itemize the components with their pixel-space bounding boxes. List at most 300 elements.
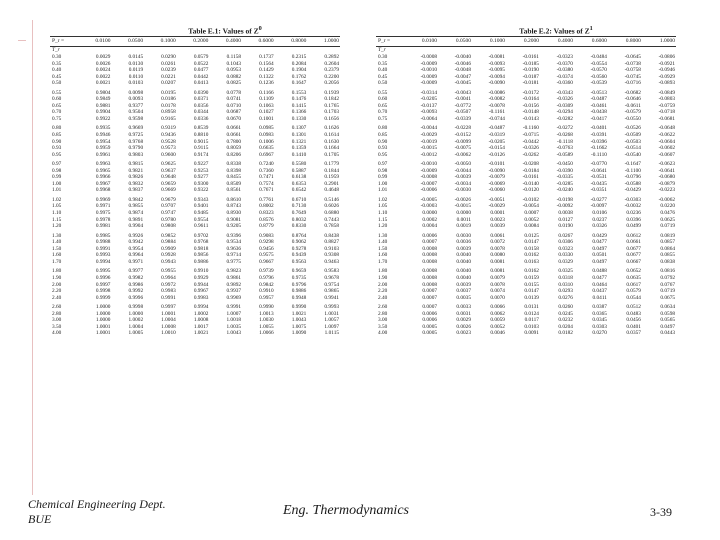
- e1-z-value: 0.9941: [324, 294, 339, 301]
- e1-tr-value: 1.10: [52, 210, 62, 217]
- e1-z-value: 0.6635: [259, 145, 274, 152]
- e1-tr-value: 0.95: [52, 151, 62, 158]
- e1-pr-value: 1.0000: [307, 37, 340, 47]
- e2-tr-label: T_r: [378, 47, 386, 54]
- e1-z-value: 0.7130: [291, 203, 307, 210]
- e2-z-value: -0.0401: [590, 125, 607, 132]
- e1-z-value: 0.9983: [193, 294, 209, 301]
- footer-course-title: Eng. Thermodynamics: [283, 503, 409, 518]
- e1-z-value: 0.9600: [161, 151, 176, 158]
- e2-z-value: 0.0037: [456, 288, 471, 295]
- e1-z-value: 0.0290: [161, 54, 176, 60]
- e2-tr-value: 1.70: [378, 258, 388, 265]
- e2-z-value: 0.0816: [660, 268, 675, 275]
- e2-z-value: -0.0081: [488, 54, 505, 60]
- e1-z-value: 0.0186: [161, 96, 176, 103]
- e2-z-value: 0.0000: [456, 210, 471, 217]
- e2-z-value: -0.0921: [658, 60, 675, 67]
- e2-z-value: 0.0306: [558, 239, 573, 246]
- e1-z-value: 0.0778: [226, 89, 242, 96]
- e2-z-value: -0.0010: [420, 161, 437, 168]
- e1-tr-label-row: [50, 47, 340, 55]
- e1-z-value: 0.9996: [128, 294, 144, 301]
- e1-table-row: [50, 330, 340, 337]
- e2-z-value: -0.0006: [420, 187, 437, 194]
- e1-z-value: 0.1939: [324, 89, 339, 96]
- e2-tr-value: 2.40: [378, 294, 388, 301]
- e2-z-value: 0.0245: [558, 310, 573, 317]
- e2-pr-value: 0.2000: [506, 37, 540, 47]
- e2-table-row: [376, 158, 676, 168]
- e2-z-value: 0.0036: [456, 239, 471, 246]
- e2-z-value: 0.0039: [490, 223, 505, 230]
- e2-tr-value: 2.80: [378, 310, 388, 317]
- e2-z-value: -0.1647: [624, 161, 641, 168]
- e1-z-value: 0.8930: [226, 210, 242, 217]
- e2-z-value: 0.0127: [558, 216, 573, 223]
- e2-z-value: -0.0120: [522, 187, 539, 194]
- e2-z-value: -0.0054: [522, 203, 539, 210]
- e1-z-value: 0.9954: [128, 245, 144, 252]
- e2-z-value: 0.0182: [558, 330, 573, 337]
- e2-z-value: 0.0008: [422, 258, 437, 265]
- e2-z-value: -0.0184: [522, 167, 539, 174]
- slide-frame-horizontal-tick: [18, 40, 26, 41]
- e2-z-value: -0.0641: [590, 167, 607, 174]
- e1-z-value: 0.9928: [161, 252, 176, 259]
- e2-z-value: 0.0162: [524, 252, 539, 259]
- e2-table-row: [376, 187, 676, 194]
- e1-pr-value: 0.0100: [79, 37, 112, 47]
- e2-z-value: 0.0677: [626, 252, 641, 259]
- e2-z-value: -0.0064: [420, 115, 437, 122]
- e2-z-value: -0.0360: [556, 80, 573, 87]
- e2-z-value: -0.0772: [454, 102, 471, 109]
- e2-z-value: -0.0093: [488, 60, 505, 67]
- e1-tr-value: 1.50: [52, 245, 62, 252]
- e2-z-value: 0.0323: [558, 245, 573, 252]
- e1-tr-value: 0.80: [52, 125, 62, 132]
- e1-z-value: 0.9485: [193, 210, 209, 217]
- e2-z-value: 0.0565: [660, 317, 675, 324]
- e1-z-value: 0.4648: [324, 187, 339, 194]
- e2-z-value: -0.0526: [624, 125, 641, 132]
- e1-z-value: 0.6880: [324, 210, 339, 217]
- e2-z-value: 0.0072: [490, 239, 505, 246]
- table-e2-body: [376, 47, 676, 337]
- e2-z-value: 0.0204: [558, 323, 573, 330]
- e1-z-value: 0.0661: [226, 125, 242, 132]
- e2-z-value: 0.0236: [626, 210, 641, 217]
- e2-z-value: 0.0276: [558, 294, 573, 301]
- e1-z-value: 0.9969: [226, 294, 242, 301]
- e2-z-value: 0.0767: [660, 281, 675, 288]
- e1-z-value: 0.0239: [161, 67, 176, 74]
- e2-tr-value: 0.65: [378, 102, 388, 109]
- e2-z-value: -0.0929: [658, 73, 675, 80]
- e1-z-value: 0.9463: [324, 258, 339, 265]
- e2-z-value: -0.0019: [420, 138, 437, 145]
- e1-z-value: 0.9874: [128, 210, 144, 217]
- e1-z-value: 0.1614: [324, 132, 339, 139]
- e2-z-value: -0.0893: [658, 80, 675, 87]
- e2-z-value: -0.0039: [454, 174, 471, 181]
- e1-z-value: 0.9062: [291, 239, 307, 246]
- e1-z-value: 0.1765: [324, 102, 339, 109]
- e2-z-value: -0.0744: [488, 115, 505, 122]
- e1-z-value: 0.8338: [226, 161, 242, 168]
- e2-z-value: -0.0611: [624, 102, 641, 109]
- e2-tr-value: 1.80: [378, 268, 388, 275]
- e2-z-value: 0.0267: [558, 232, 573, 239]
- e2-z-value: -0.0009: [420, 60, 437, 67]
- e1-z-value: 0.7360: [259, 167, 274, 174]
- e2-z-value: 0.0008: [422, 245, 437, 252]
- e2-z-value: -0.0047: [454, 73, 471, 80]
- e2-z-value: -0.0143: [522, 115, 539, 122]
- e2-z-value: 0.0357: [626, 330, 641, 337]
- e1-z-value: 0.9747: [161, 210, 176, 217]
- e1-z-value: 0.9856: [193, 252, 209, 259]
- e2-z-value: -0.0048: [454, 67, 471, 74]
- e1-tr-value: 2.20: [52, 288, 62, 295]
- e2-table-row: [376, 80, 676, 87]
- e1-z-value: 0.1410: [291, 151, 307, 158]
- e1-z-value: 1.0000: [95, 317, 111, 324]
- e1-z-value: 0.9910: [259, 288, 274, 295]
- e2-z-value: 0.0345: [592, 317, 607, 324]
- e2-z-value: -0.0044: [454, 167, 471, 174]
- e1-z-value: 0.7761: [259, 196, 274, 203]
- e2-z-value: 0.0387: [592, 304, 607, 311]
- e1-z-value: 0.1476: [291, 96, 307, 103]
- e1-z-value: 0.0882: [226, 73, 242, 80]
- e2-z-value: -0.0323: [556, 54, 573, 60]
- e1-z-value: 0.9994: [95, 258, 111, 265]
- e2-z-value: -0.0484: [590, 54, 607, 60]
- e2-z-value: 0.0719: [660, 223, 675, 230]
- e1-z-value: 0.9174: [193, 151, 209, 158]
- e2-z-value: 0.0488: [592, 268, 607, 275]
- e1-z-value: 0.1301: [291, 132, 307, 139]
- e2-table-row: [376, 152, 676, 159]
- e2-z-value: -0.1662: [590, 145, 607, 152]
- e2-tr-value: 1.01: [378, 187, 388, 194]
- e1-tr-value: 1.01: [52, 187, 62, 194]
- e2-z-value: 0.0158: [524, 245, 539, 252]
- e1-z-value: 1.0001: [95, 323, 111, 330]
- e2-z-value: -0.0343: [556, 89, 573, 96]
- e1-z-value: 0.0026: [95, 60, 111, 67]
- e2-table-row: [376, 54, 676, 61]
- e2-z-value: -0.0579: [624, 109, 641, 116]
- e2-z-value: -0.0205: [488, 138, 505, 145]
- e2-z-value: -0.0050: [454, 161, 471, 168]
- e2-z-value: -0.0082: [488, 96, 505, 103]
- e1-z-value: 0.0022: [95, 73, 111, 80]
- e1-z-value: 0.9954: [95, 138, 111, 145]
- e2-z-value: -0.0370: [556, 60, 573, 67]
- e1-tr-value: 2.60: [52, 304, 62, 311]
- e1-z-value: 0.9965: [95, 167, 111, 174]
- e1-z-value: 0.9861: [226, 274, 242, 281]
- e2-z-value: -0.0044: [420, 125, 437, 132]
- e1-table-row: [50, 265, 340, 275]
- e2-z-value: -0.0075: [454, 145, 471, 152]
- e1-z-value: 0.0178: [161, 102, 176, 109]
- e1-z-value: 0.9780: [161, 216, 176, 223]
- e1-z-value: 0.9735: [291, 274, 307, 281]
- e1-z-value: 0.8764: [291, 232, 307, 239]
- e2-z-value: 0.0023: [456, 330, 471, 337]
- e1-z-value: 0.9937: [226, 288, 242, 295]
- e2-z-value: -0.0277: [590, 196, 607, 203]
- e1-z-value: 0.9826: [128, 174, 144, 181]
- e1-z-value: 0.6542: [291, 187, 307, 194]
- e1-z-value: 0.9998: [95, 288, 111, 295]
- e1-z-value: 0.9322: [193, 187, 209, 194]
- e2-z-value: -0.0641: [658, 167, 675, 174]
- e1-z-value: 0.9997: [95, 281, 111, 288]
- e2-z-value: 0.0124: [524, 310, 539, 317]
- e2-z-value: -0.0090: [488, 167, 505, 174]
- e2-table-row: [376, 122, 676, 132]
- e2-z-value: 0.0004: [422, 223, 437, 230]
- e2-tr-value: 0.98: [378, 167, 388, 174]
- e1-tr-value: 1.70: [52, 258, 62, 265]
- e1-z-value: 0.1109: [259, 96, 274, 103]
- e2-z-value: 0.0026: [456, 323, 471, 330]
- e1-z-value: 0.9103: [324, 245, 339, 252]
- e1-z-value: 0.9575: [259, 252, 274, 259]
- e1-z-value: 0.6138: [291, 174, 307, 181]
- e2-pr-value: 0.0500: [438, 37, 472, 47]
- e2-z-value: 0.0661: [626, 239, 641, 246]
- e1-z-value: 0.9891: [128, 216, 144, 223]
- e1-z-value: 0.1959: [324, 174, 339, 181]
- e1-z-value: 0.9982: [128, 274, 144, 281]
- footer-dept-line1: Chemical Engineering Dept.: [28, 497, 166, 511]
- e1-z-value: 0.9842: [259, 281, 274, 288]
- e2-z-value: 0.0652: [626, 268, 641, 275]
- e2-z-value: -0.0181: [522, 80, 539, 87]
- e1-z-value: 0.9963: [95, 161, 111, 168]
- e2-z-value: -0.0326: [522, 145, 539, 152]
- e1-z-value: 0.9961: [95, 151, 111, 158]
- e2-z-value: -0.0102: [522, 196, 539, 203]
- e2-z-value: -0.0094: [488, 73, 505, 80]
- e2-z-value: 0.0497: [592, 258, 607, 265]
- e2-z-value: 0.0325: [558, 268, 573, 275]
- e1-z-value: 0.9083: [259, 232, 274, 239]
- e2-z-value: 0.0675: [660, 294, 675, 301]
- e1-z-value: 0.9926: [128, 232, 144, 239]
- e1-z-value: 0.9886: [193, 258, 209, 265]
- e1-tr-value: 0.70: [52, 109, 62, 116]
- e1-z-value: 1.0005: [128, 330, 144, 337]
- e2-z-value: -0.0588: [624, 180, 641, 187]
- table-e1-panel: [50, 22, 340, 494]
- e1-tr-value: 0.55: [52, 89, 62, 96]
- e2-z-value: -0.0540: [624, 151, 641, 158]
- e2-z-value: -0.0015: [420, 145, 437, 152]
- e1-z-value: 0.9996: [95, 274, 111, 281]
- e1-z-value: 1.0002: [128, 317, 144, 324]
- e2-z-value: -0.0294: [556, 109, 573, 116]
- e1-tr-value: 0.93: [52, 145, 62, 152]
- e2-z-value: 0.0396: [626, 216, 641, 223]
- e2-tr-value: 1.90: [378, 274, 388, 281]
- e2-z-value: 0.0008: [422, 252, 437, 259]
- e2-z-value: -0.0461: [590, 102, 607, 109]
- e2-z-value: 0.0318: [558, 274, 573, 281]
- e1-z-value: 0.9803: [128, 151, 144, 158]
- e2-z-value: 0.0792: [660, 274, 675, 281]
- e1-z-value: 0.9994: [193, 304, 209, 311]
- e1-z-value: 0.9808: [161, 223, 176, 230]
- e1-z-value: 0.9964: [161, 274, 176, 281]
- e1-z-value: 0.9401: [193, 203, 209, 210]
- e1-z-value: 0.1236: [259, 80, 274, 87]
- e1-tr-value: 2.80: [52, 310, 62, 317]
- e1-z-value: 0.9796: [291, 281, 307, 288]
- e1-table-row: [50, 87, 340, 97]
- e2-z-value: 0.0007: [422, 294, 437, 301]
- e2-z-value: -0.0140: [522, 180, 539, 187]
- e2-z-value: 0.0544: [626, 294, 641, 301]
- e2-z-value: -0.0604: [658, 138, 675, 145]
- e2-z-value: 0.0477: [592, 274, 607, 281]
- e1-tr-value: 0.65: [52, 102, 62, 109]
- e2-z-value: -0.0450: [556, 161, 573, 168]
- e2-z-value: 0.0677: [626, 245, 641, 252]
- e2-z-value: 0.0007: [422, 288, 437, 295]
- e2-z-value: -0.0429: [624, 187, 641, 194]
- e2-z-value: 0.0040: [456, 252, 471, 259]
- e2-z-value: -0.0803: [658, 96, 675, 103]
- e2-tr-value: 1.05: [378, 203, 388, 210]
- e2-z-value: -0.0152: [454, 132, 471, 139]
- e2-z-value: -0.0531: [590, 174, 607, 181]
- e2-z-value: -0.0029: [488, 203, 505, 210]
- e1-z-value: 0.8509: [226, 180, 242, 187]
- e1-z-value: 0.9573: [161, 145, 176, 152]
- e1-z-value: 0.1307: [291, 125, 307, 132]
- e2-z-value: 0.0293: [558, 288, 573, 295]
- e1-z-value: 0.9456: [259, 245, 274, 252]
- e1-z-value: 0.9669: [161, 187, 176, 194]
- e2-z-value: 0.0237: [592, 216, 607, 223]
- e1-pr-label: P_r =: [50, 37, 79, 47]
- e1-tr-value: 0.90: [52, 138, 62, 145]
- e2-z-value: 0.0634: [660, 304, 675, 311]
- e2-z-value: 0.0007: [524, 210, 539, 217]
- e2-z-value: 0.0002: [422, 216, 437, 223]
- e2-z-value: 0.0059: [490, 317, 505, 324]
- e2-z-value: -0.0041: [454, 96, 471, 103]
- e1-z-value: 0.5580: [291, 161, 307, 168]
- e1-z-value: 0.7471: [259, 174, 274, 181]
- e1-z-value: 0.9823: [226, 268, 242, 275]
- e2-tr-label-row: [376, 47, 676, 55]
- e1-z-value: 1.0001: [161, 310, 176, 317]
- e2-z-value: -0.0012: [420, 151, 437, 158]
- e1-z-value: 0.9990: [259, 304, 274, 311]
- e2-table-row: [376, 194, 676, 204]
- e1-pr-value: 0.6000: [242, 37, 275, 47]
- e2-z-value: -0.0648: [658, 125, 675, 132]
- e2-z-value: -0.0009: [420, 167, 437, 174]
- e1-z-value: 0.0670: [226, 115, 242, 122]
- e1-tr-value: 0.98: [52, 167, 62, 174]
- e1-z-value: 1.0043: [226, 330, 242, 337]
- e1-z-value: 0.0442: [193, 73, 209, 80]
- e2-z-value: 0.0040: [456, 258, 471, 265]
- e1-z-value: 0.1001: [259, 115, 274, 122]
- e2-z-value: -0.0097: [590, 203, 607, 210]
- e1-z-value: 1.0057: [324, 317, 339, 324]
- e2-z-value: 0.0001: [490, 210, 505, 217]
- e1-z-value: 0.8398: [226, 167, 242, 174]
- e1-z-value: 1.0002: [193, 310, 209, 317]
- e2-tr-value: 1.00: [378, 180, 388, 187]
- e1-z-value: 0.9968: [95, 187, 111, 194]
- e1-z-value: 0.0953: [226, 67, 242, 74]
- e1-z-value: 1.0000: [128, 310, 144, 317]
- e2-tr-value: 0.80: [378, 125, 388, 132]
- e1-z-value: 0.9992: [128, 288, 144, 295]
- e1-z-value: 0.9667: [259, 258, 274, 265]
- e1-z-value: 0.8206: [226, 151, 242, 158]
- e2-z-value: 0.0159: [524, 274, 539, 281]
- e2-tr-value: 1.02: [378, 196, 388, 203]
- e1-z-value: 0.9865: [324, 288, 339, 295]
- e1-tr-value: 0.99: [52, 174, 62, 181]
- e2-z-value: 0.0612: [626, 232, 641, 239]
- e2-z-value: -0.0032: [624, 203, 641, 210]
- e1-z-value: 0.8032: [291, 216, 307, 223]
- e1-tr-value: 0.60: [52, 96, 62, 103]
- e1-z-value: 0.0413: [193, 80, 209, 87]
- e2-z-value: 0.0310: [558, 281, 573, 288]
- e2-z-value: -0.0205: [420, 96, 437, 103]
- e1-z-value: 0.9768: [193, 239, 209, 246]
- e2-z-value: -0.0682: [624, 89, 641, 96]
- e1-tr-value: 1.40: [52, 239, 62, 246]
- e2-z-value: 0.0103: [524, 323, 539, 330]
- e1-z-value: 0.6710: [291, 196, 307, 203]
- e2-z-value: -0.0161: [522, 174, 539, 181]
- e1-pr-value: 0.8000: [275, 37, 308, 47]
- e1-z-value: 0.9904: [128, 223, 144, 230]
- e2-z-value: 0.0330: [558, 252, 573, 259]
- e1-z-value: 0.1043: [226, 60, 242, 67]
- e1-z-value: 0.0093: [128, 96, 144, 103]
- e1-z-value: 0.0371: [193, 96, 209, 103]
- e2-z-value: -0.0339: [454, 115, 471, 122]
- e2-tr-value: 4.00: [378, 330, 388, 337]
- e1-z-value: 0.9659: [161, 180, 176, 187]
- e2-z-value: 0.0411: [592, 294, 607, 301]
- e2-z-value: 0.0030: [456, 232, 471, 239]
- e1-z-value: 0.0021: [95, 80, 111, 87]
- e1-z-value: 0.5887: [291, 167, 307, 174]
- e1-z-value: 0.9991: [161, 294, 176, 301]
- e1-z-value: 0.1564: [259, 60, 274, 67]
- e2-z-value: -0.0602: [658, 145, 675, 152]
- e2-z-value: -0.0314: [420, 89, 437, 96]
- e2-z-value: -0.0051: [488, 196, 505, 203]
